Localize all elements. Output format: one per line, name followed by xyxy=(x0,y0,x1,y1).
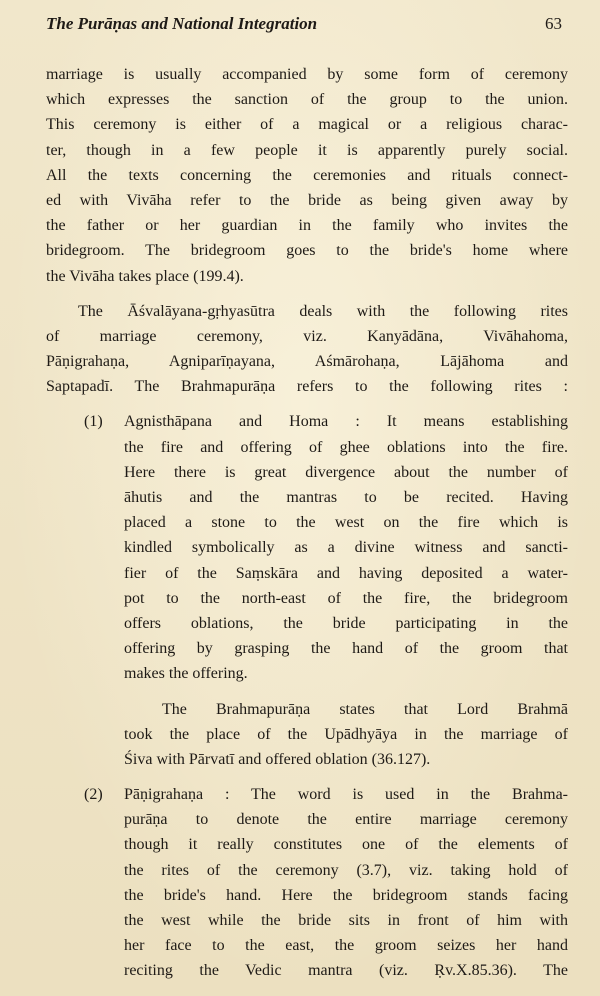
text-line: marriage is usually accompanied by some form of ceremony xyxy=(46,66,568,83)
text-line: This ceremony is either of a magical or a religious charac- xyxy=(46,116,568,134)
paragraph xyxy=(46,299,568,400)
paragraph-gap xyxy=(46,687,568,697)
text-line: the bride's hand. Here the bridegroom stands facing xyxy=(124,886,568,904)
paragraph-gap xyxy=(46,289,568,299)
sub-paragraph xyxy=(46,697,568,773)
text-line: fier of the Saṃskāra and having deposited a water- xyxy=(124,564,568,582)
text-line: bridegroom. The bridegroom goes to the bride's home where xyxy=(46,242,568,260)
text-line: though it really constitutes one of the elements of xyxy=(124,836,568,854)
text-line: offers oblations, the bride participating in the xyxy=(124,614,568,632)
text-line: which expresses the sanction of the group to the union. xyxy=(46,91,568,109)
running-head-title: The Purāṇas and National Integration xyxy=(46,14,318,33)
text-line: offering by grasping the hand of the groom that xyxy=(124,640,568,658)
list-item xyxy=(46,409,568,686)
text-line: makes the offering. xyxy=(124,665,248,683)
text-line: ter, though in a few people it is apparently purely social. xyxy=(46,141,568,159)
paragraph xyxy=(46,62,568,289)
text-line: The Āśvalāyana-gṛhyasūtra deals with the following rites xyxy=(78,302,568,320)
text-line: Agnisthāpana and Homa : It means establishing xyxy=(124,413,568,431)
text-line: reciting the Vedic mantra (viz. Ṛv.X.85.36). The xyxy=(124,962,568,980)
page-number: 63 xyxy=(545,14,562,33)
text-line: Śiva with Pārvatī and offered oblation (36.127). xyxy=(124,750,431,768)
text-line: her face to the east, the groom seizes her hand xyxy=(124,937,568,955)
text-line: of marriage ceremony, viz. Kanyādāna, Vivāhahoma, xyxy=(46,327,568,345)
text-line: Pāṇigrahaṇa, Agniparīṇayana, Aśmārohaṇa, Lājāhoma and xyxy=(46,353,568,371)
page-body xyxy=(46,62,568,984)
list-item-number: (2) xyxy=(84,786,103,804)
paragraph-gap xyxy=(46,772,568,782)
text-line: kindled symbolically as a divine witness and sancti- xyxy=(124,539,568,557)
text-line: pot to the north-east of the fire, the bridegroom xyxy=(124,589,568,607)
list-item-number: (1) xyxy=(84,413,103,431)
text-line: purāṇa to denote the entire marriage ceremony xyxy=(124,811,568,829)
paragraph-gap xyxy=(46,399,568,409)
text-line: the father or her guardian in the family who invites the xyxy=(46,217,568,235)
text-line: took the place of the Upādhyāya in the marriage of xyxy=(124,725,568,743)
text-line: The Brahmapurāṇa states that Lord Brahmā xyxy=(162,700,568,718)
text-line: āhutis and the mantras to be recited. Having xyxy=(124,489,568,506)
running-head xyxy=(46,14,562,40)
text-line: All the texts concerning the ceremonies and rituals connect- xyxy=(46,166,568,184)
text-line: placed a stone to the west on the fire which is xyxy=(124,514,568,532)
text-line: the fire and offering of ghee oblations into the fire. xyxy=(124,438,568,456)
list-item xyxy=(46,782,568,984)
text-line: Pāṇigrahaṇa : The word is used in the Brahma- xyxy=(124,786,568,804)
text-line: ed with Vivāha refer to the bride as being given away by xyxy=(46,191,568,209)
text-line: the Vivāha takes place (199.4). xyxy=(46,267,244,285)
text-line: the rites of the ceremony (3.7), viz. taking hold of xyxy=(124,861,568,879)
text-line: Here there is great divergence about the number of xyxy=(124,463,568,481)
text-line: the west while the bride sits in front of him with xyxy=(124,912,568,929)
text-line: Saptapadī. The Brahmapurāṇa refers to the following rites : xyxy=(46,378,568,396)
